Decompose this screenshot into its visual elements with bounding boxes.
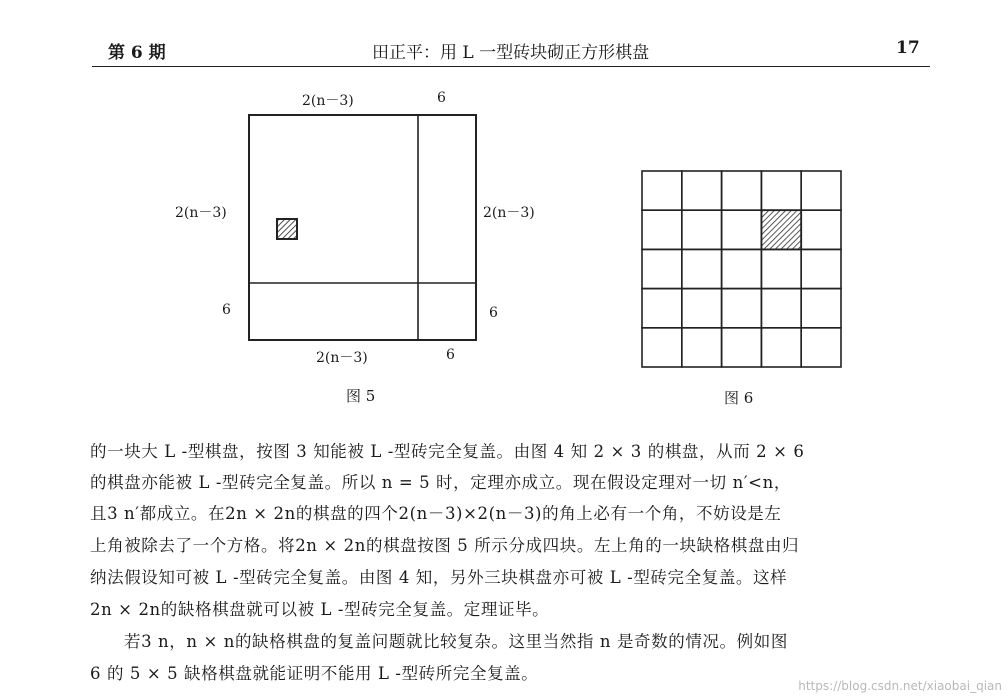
watermark: https://blog.csdn.net/xiaobai_qian (798, 679, 1002, 693)
fig6-grid-cell (682, 289, 722, 328)
fig6-grid-cell (642, 289, 682, 328)
fig6-grid-cell (801, 210, 841, 249)
fig6-grid-cell (761, 289, 801, 328)
fig6-grid-cell (722, 289, 762, 328)
fig6-grid-cell (722, 249, 762, 288)
fig6-grid-cell (801, 171, 841, 210)
fig6-grid-cell (682, 171, 722, 210)
fig5-label-left-upper: 2(n－3) (175, 205, 227, 221)
body-line: 的棋盘亦能被 L -型砖完全复盖。所以 n = 5 时，定理亦成立。现在假设定理对一切 n′<n， (90, 473, 791, 492)
fig6-missing-cell (761, 210, 801, 249)
fig5-label-right-lower: 6 (489, 305, 498, 321)
fig6-grid-cell (761, 171, 801, 210)
fig6-grid-cell (642, 171, 682, 210)
fig5-label-right-upper: 2(n－3) (483, 205, 535, 221)
fig6-grid-cell (642, 210, 682, 249)
page-number: 17 (896, 38, 920, 58)
fig6-grid-cell (642, 249, 682, 288)
fig6-grid-cell (642, 328, 682, 367)
fig5-label-top-right: 6 (437, 90, 446, 106)
issue-number: 第 6 期 (108, 43, 166, 63)
fig5-label-bottom-left: 2(n－3) (316, 350, 368, 366)
fig6-grid-cell (761, 249, 801, 288)
fig6-grid-cell (722, 171, 762, 210)
fig5-caption: 图 5 (346, 387, 376, 405)
body-line: 的一块大 L -型棋盘，按图 3 知能被 L -型砖完全复盖。由图 4 知 2 × 3 的棋盘，从而 2 × 6 (90, 442, 805, 461)
fig6-caption: 图 6 (724, 389, 754, 407)
fig6-grid-cell (682, 210, 722, 249)
fig6-grid-cell (761, 328, 801, 367)
fig6-grid-cell (722, 328, 762, 367)
running-title: 田正平：用 L 一型砖块砌正方形棋盘 (372, 43, 650, 63)
fig6-grid-cell (801, 249, 841, 288)
fig6-grid-cell (722, 210, 762, 249)
fig6-grid-cell (801, 289, 841, 328)
body-line: 6 的 5 × 5 缺格棋盘就能证明不能用 L -型砖所完全复盖。 (90, 664, 539, 683)
body-line: 2n × 2n的缺格棋盘就可以被 L -型砖完全复盖。定理证毕。 (90, 600, 550, 619)
body-line: 若3 n，n × n的缺格棋盘的复盖问题就比较复杂。这里当然指 n 是奇数的情况。例如图 (124, 632, 788, 651)
fig6-grid-cell (682, 249, 722, 288)
fig5-label-bottom-right: 6 (446, 347, 455, 363)
fig5-label-top-left: 2(n－3) (302, 93, 354, 109)
body-line: 上角被除去了一个方格。将2n × 2n的棋盘按图 5 所示分成四块。左上角的一块缺格棋盘由归 (90, 536, 800, 555)
fig6-grid-cell (801, 328, 841, 367)
body-line: 纳法假设知可被 L -型砖完全复盖。由图 4 知，另外三块棋盘亦可被 L -型砖完全复盖。这样 (90, 568, 788, 587)
fig6-grid-cell (682, 328, 722, 367)
fig5-label-left-lower: 6 (222, 302, 231, 318)
body-line: 且3 n′都成立。在2n × 2n的棋盘的四个2(n－3)×2(n－3)的角上必有一个角，不妨设是左 (90, 504, 782, 523)
